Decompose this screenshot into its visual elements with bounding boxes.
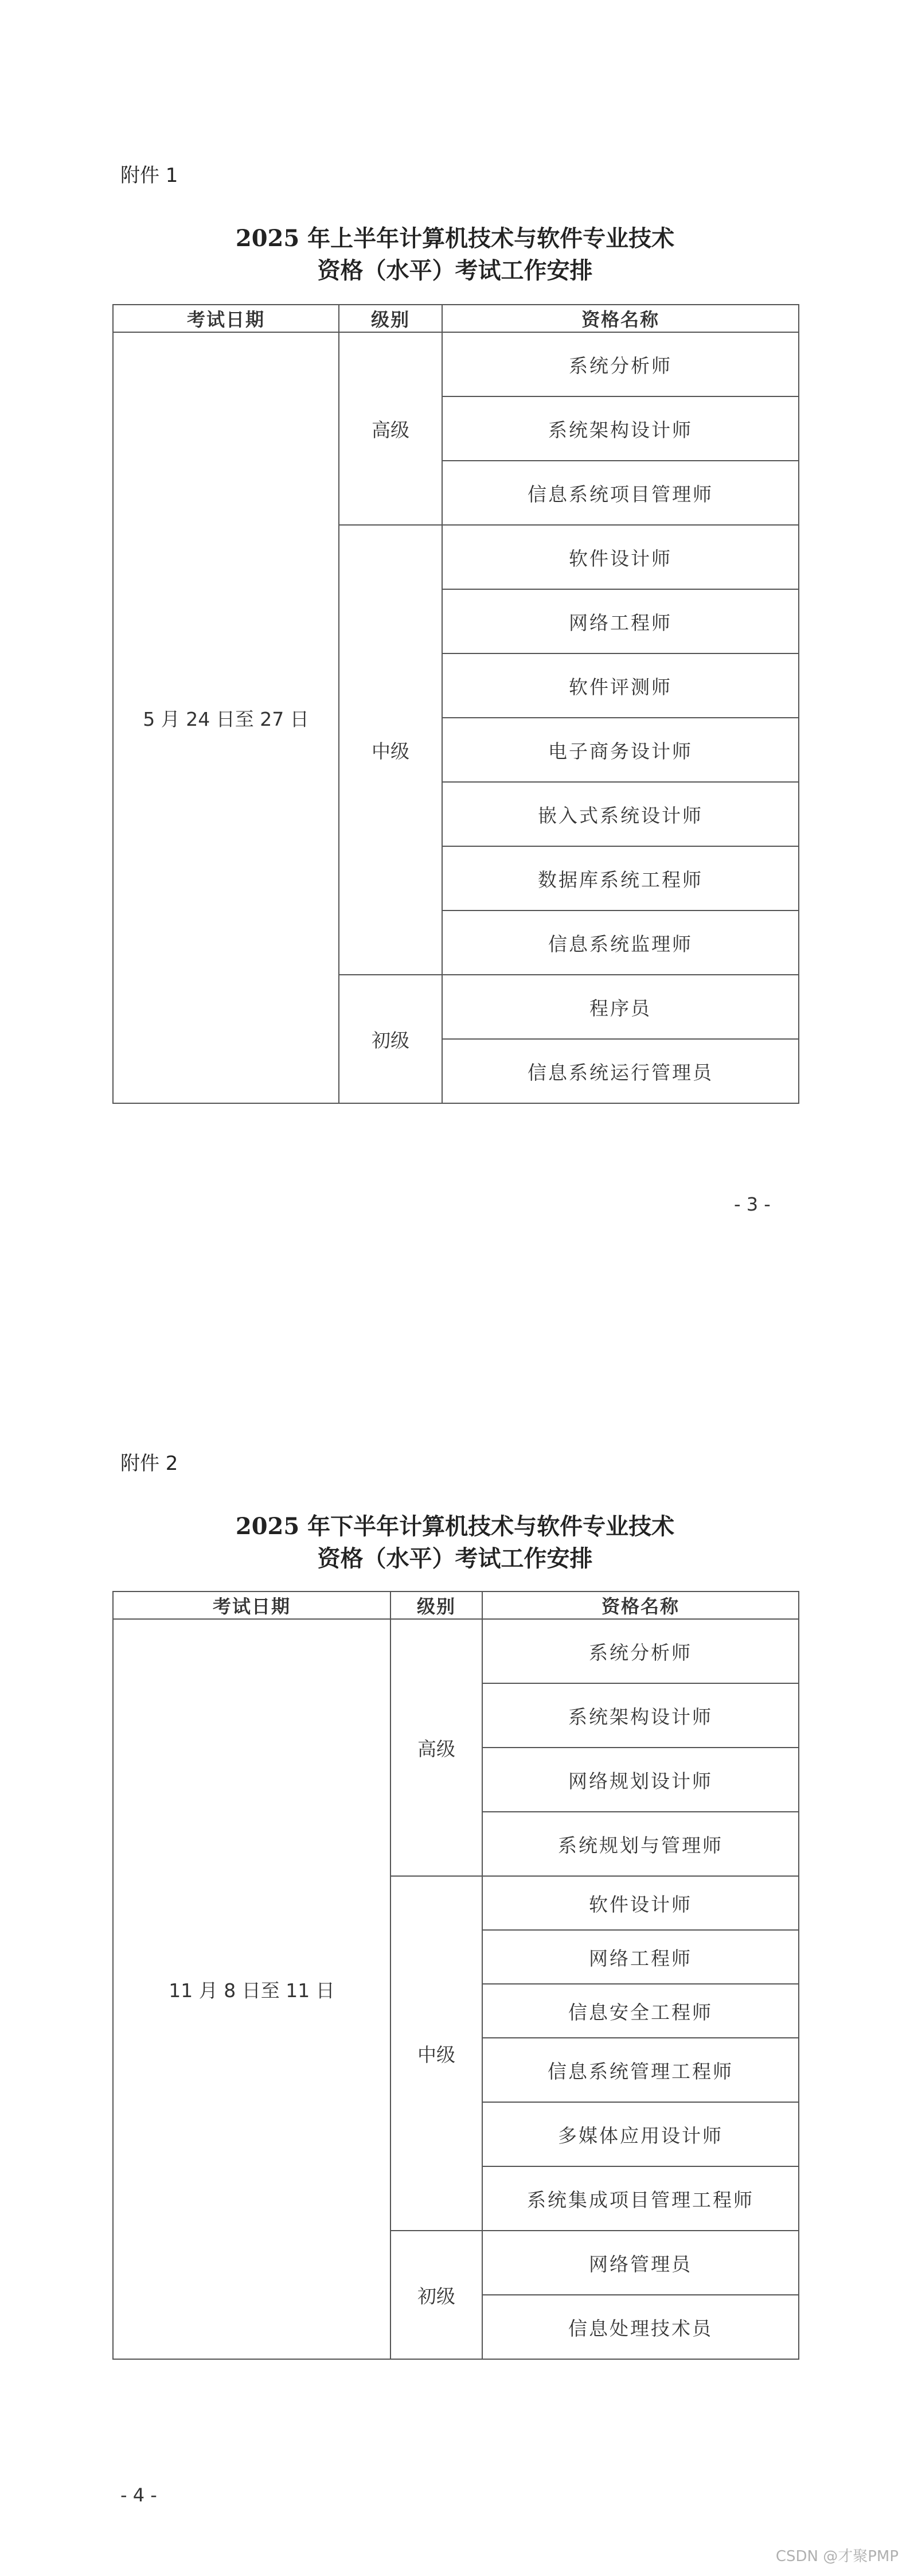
header-qualification: 资格名称 — [442, 305, 799, 332]
table-header-row — [113, 1591, 799, 1619]
qualification-cell: 网络工程师 — [442, 589, 799, 653]
header-level: 级别 — [339, 305, 442, 332]
table-header-row — [113, 305, 799, 332]
exam-date-cell: 5 月 24 日至 27 日 — [113, 332, 339, 1103]
header-level: 级别 — [390, 1591, 482, 1619]
qualification-cell: 网络管理员 — [482, 2231, 799, 2295]
qualification-cell: 嵌入式系统设计师 — [442, 782, 799, 846]
level-cell-senior: 高级 — [390, 1619, 482, 1876]
attachment-label: 附件 2 — [120, 1452, 178, 1475]
qualification-cell: 系统规划与管理师 — [482, 1812, 799, 1876]
level-cell-intermediate: 中级 — [339, 525, 442, 975]
level-cell-junior: 初级 — [390, 2231, 482, 2359]
title-line-2: 资格（水平）考试工作安排 — [317, 257, 593, 284]
qualification-cell: 系统集成项目管理工程师 — [482, 2166, 799, 2231]
qualification-cell: 信息系统监理师 — [442, 910, 799, 975]
qualification-cell: 信息系统运行管理员 — [442, 1039, 799, 1103]
page-number: - 3 - — [734, 1193, 771, 1215]
level-cell-intermediate: 中级 — [390, 1876, 482, 2231]
document-title — [0, 1511, 910, 1575]
level-cell-junior: 初级 — [339, 975, 442, 1103]
title-line-1: 2025 年上半年计算机技术与软件专业技术 — [235, 225, 675, 252]
page-2 — [0, 1288, 910, 2576]
qualification-cell: 网络规划设计师 — [482, 1748, 799, 1812]
qualification-cell: 信息系统项目管理师 — [442, 461, 799, 525]
qualification-cell: 系统分析师 — [442, 332, 799, 396]
qualification-cell: 网络工程师 — [482, 1930, 799, 1984]
exam-date-cell: 11 月 8 日至 11 日 — [113, 1619, 390, 2359]
qualification-cell: 数据库系统工程师 — [442, 846, 799, 910]
qualification-cell: 软件设计师 — [482, 1876, 799, 1930]
level-cell-senior: 高级 — [339, 332, 442, 525]
document-title — [0, 223, 910, 287]
table-row — [113, 332, 799, 396]
attachment-label: 附件 1 — [120, 164, 178, 187]
title-line-1: 2025 年下半年计算机技术与软件专业技术 — [235, 1513, 675, 1540]
qualification-cell: 信息处理技术员 — [482, 2295, 799, 2359]
qualification-cell: 程序员 — [442, 975, 799, 1039]
qualification-cell: 系统架构设计师 — [482, 1683, 799, 1748]
qualification-cell: 软件评测师 — [442, 653, 799, 718]
title-line-2: 资格（水平）考试工作安排 — [317, 1545, 593, 1572]
header-qualification: 资格名称 — [482, 1591, 799, 1619]
qualification-cell: 信息安全工程师 — [482, 1984, 799, 2038]
qualification-cell: 多媒体应用设计师 — [482, 2102, 799, 2166]
watermark: CSDN @才聚PMP — [775, 2548, 899, 2565]
header-exam-date: 考试日期 — [113, 1591, 390, 1619]
header-exam-date: 考试日期 — [113, 305, 339, 332]
qualification-cell: 系统分析师 — [482, 1619, 799, 1683]
qualification-cell: 电子商务设计师 — [442, 718, 799, 782]
qualification-cell: 软件设计师 — [442, 525, 799, 589]
exam-schedule-table — [112, 304, 799, 1104]
exam-schedule-table — [112, 1591, 799, 2360]
table-row — [113, 1619, 799, 1683]
page-number: - 4 - — [120, 2484, 157, 2506]
qualification-cell: 信息系统管理工程师 — [482, 2038, 799, 2102]
qualification-cell: 系统架构设计师 — [442, 396, 799, 461]
